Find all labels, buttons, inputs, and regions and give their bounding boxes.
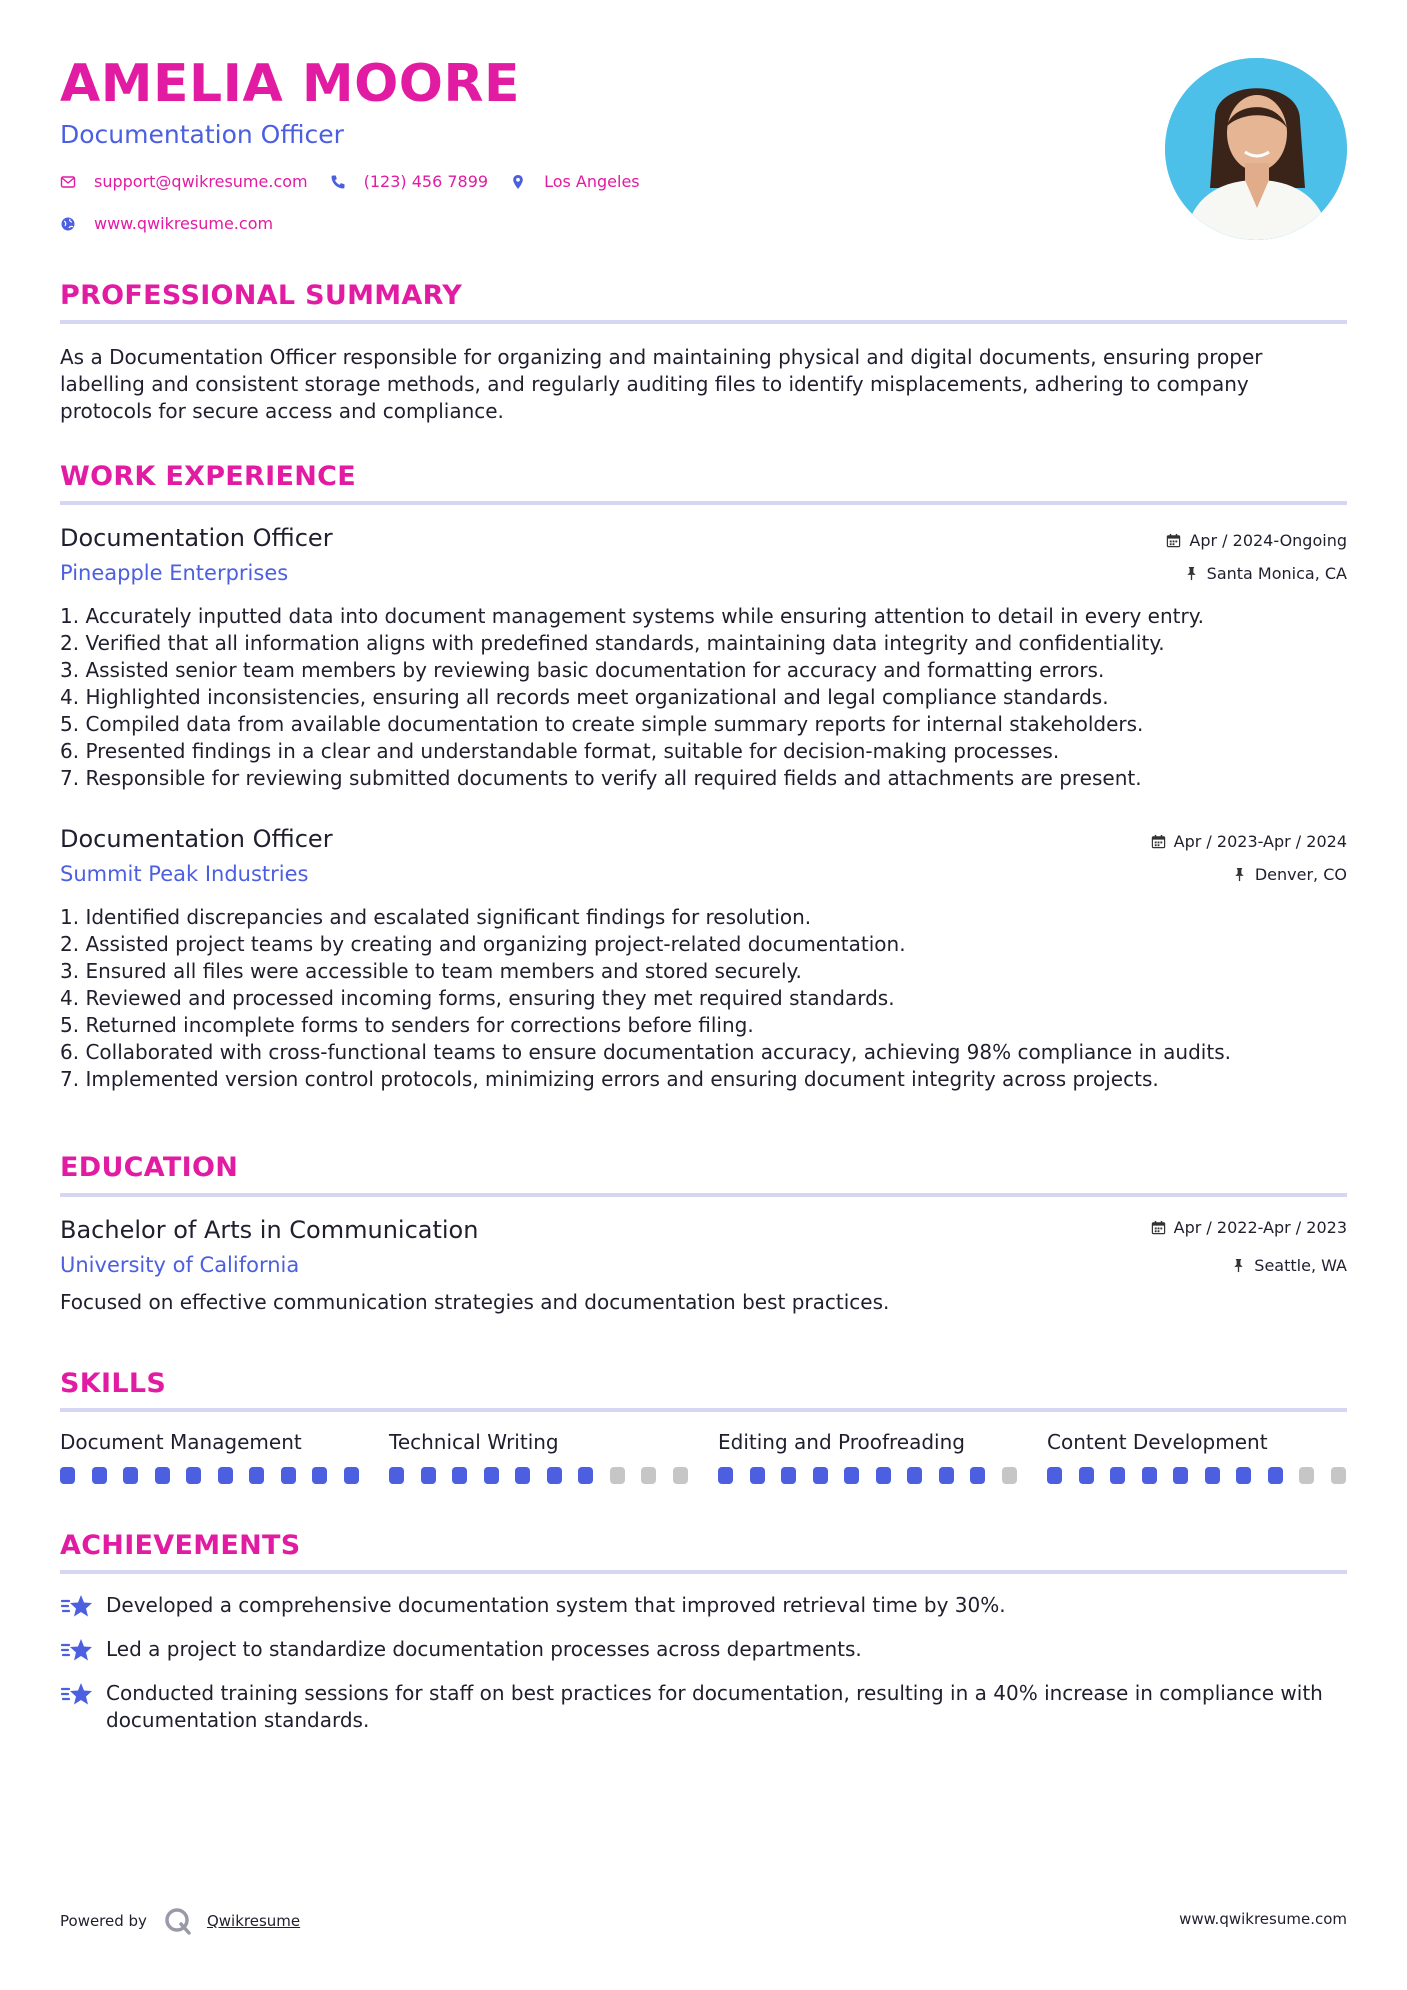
- rating-dot-empty: [1002, 1467, 1017, 1484]
- rating-dot-empty: [1299, 1467, 1314, 1484]
- skill-name: Document Management: [60, 1430, 302, 1454]
- rating-dot-filled: [312, 1467, 327, 1484]
- rating-dot-filled: [1236, 1467, 1251, 1484]
- achievement-text: Conducted training sessions for staff on best practices for documentation, resulting in a 40% increase in compliance with documentation standards.: [106, 1681, 1323, 1732]
- powered-by: [60, 1906, 300, 1936]
- job-2-company: Summit Peak Industries: [60, 862, 309, 886]
- rating-dot-filled: [970, 1467, 985, 1484]
- contact-phone[interactable]: [330, 172, 488, 191]
- list-item: 4. Reviewed and processed incoming forms, ensuring they met required standards.: [60, 986, 895, 1010]
- section-title-summary: PROFESSIONAL SUMMARY: [60, 280, 463, 311]
- achievement-text: Developed a comprehensive documentation system that improved retrieval time by 30%.: [106, 1593, 1006, 1617]
- rating-dot-filled: [281, 1467, 296, 1484]
- rating-dot-filled: [389, 1467, 404, 1484]
- rating-dot-filled: [1205, 1467, 1220, 1484]
- rating-dot-filled: [123, 1467, 138, 1484]
- job-1-location: [1184, 564, 1347, 583]
- powered-by-label: Powered by: [60, 1912, 147, 1930]
- job-1-location-text: Santa Monica, CA: [1206, 564, 1347, 583]
- job-1-dates-text: Apr / 2024-Ongoing: [1189, 531, 1347, 550]
- education-school: University of California: [60, 1253, 300, 1277]
- rating-dot-filled: [876, 1467, 891, 1484]
- list-item: 5. Compiled data from available documentation to create simple summary reports for internal stakeholders.: [60, 712, 1144, 736]
- education-location-text: Seattle, WA: [1254, 1256, 1347, 1275]
- education-location: [1231, 1256, 1347, 1275]
- skill-name: Content Development: [1047, 1430, 1268, 1454]
- achievement-item: [60, 1680, 1347, 1734]
- job-2-title: Documentation Officer: [60, 825, 333, 853]
- rating-dot-filled: [155, 1467, 170, 1484]
- job-2-location-text: Denver, CO: [1254, 865, 1347, 884]
- profile-photo: [1165, 58, 1347, 240]
- skill-rating: [389, 1467, 704, 1484]
- education-dates: [1151, 1218, 1347, 1237]
- job-2-location: [1232, 865, 1347, 884]
- job-2-dates: [1151, 832, 1347, 851]
- rating-dot-filled: [813, 1467, 828, 1484]
- rating-dot-filled: [844, 1467, 859, 1484]
- skill-name: Technical Writing: [389, 1430, 559, 1454]
- rating-dot-filled: [939, 1467, 954, 1484]
- rating-dot-filled: [484, 1467, 499, 1484]
- rating-dot-empty: [641, 1467, 656, 1484]
- map-pin-icon: [510, 174, 526, 190]
- footer: [60, 1898, 1347, 1938]
- list-item: 2. Verified that all information aligns with predefined standards, maintaining data integrity and confidentiality.: [60, 631, 1165, 655]
- summary-text: As a Documentation Officer responsible for organizing and maintaining physical and digital documents, ensuring proper labelling and consistent storage methods, and regularly auditing files to identify misplacements, adhering to company protocols for secure access and compliance.: [60, 345, 1263, 423]
- section-title-experience: WORK EXPERIENCE: [60, 461, 356, 492]
- envelope-icon: [60, 174, 76, 190]
- section-title-education: EDUCATION: [60, 1152, 239, 1183]
- rating-dot-filled: [249, 1467, 264, 1484]
- contact-email[interactable]: [60, 172, 308, 191]
- rating-dot-empty: [673, 1467, 688, 1484]
- job-1-dates: [1166, 531, 1347, 550]
- footer-url[interactable]: www.qwikresume.com: [1179, 1910, 1347, 1928]
- job-2-dates-text: Apr / 2023-Apr / 2024: [1173, 832, 1347, 851]
- list-item: 1. Identified discrepancies and escalated significant findings for resolution.: [60, 905, 812, 929]
- calendar-icon: [1151, 1220, 1166, 1235]
- section-title-skills: SKILLS: [60, 1368, 167, 1399]
- job-2-bullets: [60, 904, 1347, 1093]
- section-divider: [60, 1570, 1347, 1574]
- pushpin-icon: [1184, 566, 1199, 581]
- skill-item: [60, 1430, 360, 1454]
- star-icon: [60, 1592, 94, 1620]
- job-1-bullets: [60, 603, 1347, 792]
- section-divider: [60, 1193, 1347, 1197]
- rating-dot-filled: [452, 1467, 467, 1484]
- rating-dot-empty: [610, 1467, 625, 1484]
- section-divider: [60, 501, 1347, 505]
- skill-name: Editing and Proofreading: [718, 1430, 965, 1454]
- rating-dot-filled: [578, 1467, 593, 1484]
- rating-dot-filled: [218, 1467, 233, 1484]
- candidate-name: AMELIA MOORE: [60, 54, 521, 114]
- contact-row-website: [60, 214, 295, 233]
- contact-website[interactable]: [60, 214, 273, 233]
- skill-item: [389, 1430, 689, 1454]
- rating-dot-filled: [515, 1467, 530, 1484]
- skill-rating: [1047, 1467, 1362, 1484]
- pushpin-icon: [1232, 867, 1247, 882]
- rating-dot-filled: [1268, 1467, 1283, 1484]
- list-item: 1. Accurately inputted data into document management systems while ensuring attention to detail in every entry.: [60, 604, 1205, 628]
- skill-item: [1047, 1430, 1347, 1454]
- section-divider: [60, 320, 1347, 324]
- section-title-achievements: ACHIEVEMENTS: [60, 1530, 301, 1561]
- rating-dot-filled: [421, 1467, 436, 1484]
- rating-dot-filled: [344, 1467, 359, 1484]
- list-item: 4. Highlighted inconsistencies, ensuring all records meet organizational and legal compliance standards.: [60, 685, 1109, 709]
- location-text: Los Angeles: [544, 172, 640, 191]
- list-item: 6. Presented findings in a clear and understandable format, suitable for decision-making processes.: [60, 739, 1060, 763]
- rating-dot-filled: [1142, 1467, 1157, 1484]
- globe-icon: [60, 216, 76, 232]
- list-item: 3. Assisted senior team members by reviewing basic documentation for accuracy and formatting errors.: [60, 658, 1105, 682]
- star-icon: [60, 1636, 94, 1664]
- rating-dot-filled: [60, 1467, 75, 1484]
- rating-dot-filled: [1110, 1467, 1125, 1484]
- education-description: Focused on effective communication strategies and documentation best practices.: [60, 1290, 890, 1314]
- rating-dot-filled: [547, 1467, 562, 1484]
- skill-item: [718, 1430, 1018, 1454]
- education-degree: Bachelor of Arts in Communication: [60, 1216, 479, 1244]
- list-item: 7. Responsible for reviewing submitted documents to verify all required fields and attachments are present.: [60, 766, 1142, 790]
- brand-link[interactable]: Qwikresume: [206, 1912, 301, 1930]
- rating-dot-filled: [781, 1467, 796, 1484]
- job-title-heading: Documentation Officer: [60, 120, 344, 149]
- rating-dot-filled: [1173, 1467, 1188, 1484]
- rating-dot-empty: [1331, 1467, 1346, 1484]
- contact-row: [60, 172, 662, 191]
- rating-dot-filled: [750, 1467, 765, 1484]
- achievement-item: [60, 1636, 1347, 1664]
- education-dates-text: Apr / 2022-Apr / 2023: [1173, 1218, 1347, 1237]
- contact-location: [510, 172, 640, 191]
- achievement-item: [60, 1592, 1347, 1620]
- list-item: 3. Ensured all files were accessible to team members and stored securely.: [60, 959, 802, 983]
- achievement-text: Led a project to standardize documentation processes across departments.: [106, 1637, 862, 1661]
- calendar-icon: [1151, 834, 1166, 849]
- list-item: 6. Collaborated with cross-functional teams to ensure documentation accuracy, achieving 98% compliance in audits.: [60, 1040, 1231, 1064]
- section-divider: [60, 1408, 1347, 1412]
- rating-dot-filled: [1079, 1467, 1094, 1484]
- star-icon: [60, 1680, 94, 1708]
- skill-rating: [60, 1467, 375, 1484]
- skill-rating: [718, 1467, 1033, 1484]
- list-item: 5. Returned incomplete forms to senders for corrections before filing.: [60, 1013, 754, 1037]
- website-text: www.qwikresume.com: [94, 214, 274, 233]
- phone-text: (123) 456 7899: [363, 172, 489, 191]
- rating-dot-filled: [92, 1467, 107, 1484]
- rating-dot-filled: [186, 1467, 201, 1484]
- job-1-company: Pineapple Enterprises: [60, 561, 289, 585]
- calendar-icon: [1166, 533, 1181, 548]
- job-1-title: Documentation Officer: [60, 524, 333, 552]
- list-item: 7. Implemented version control protocols, minimizing errors and ensuring document integrity across projects.: [60, 1067, 1159, 1091]
- rating-dot-filled: [907, 1467, 922, 1484]
- pushpin-icon: [1231, 1258, 1246, 1273]
- phone-icon: [330, 174, 346, 190]
- rating-dot-filled: [1047, 1467, 1062, 1484]
- qwikresume-logo-icon: [163, 1906, 193, 1936]
- email-text: support@qwikresume.com: [94, 172, 308, 191]
- list-item: 2. Assisted project teams by creating and organizing project-related documentation.: [60, 932, 906, 956]
- rating-dot-filled: [718, 1467, 733, 1484]
